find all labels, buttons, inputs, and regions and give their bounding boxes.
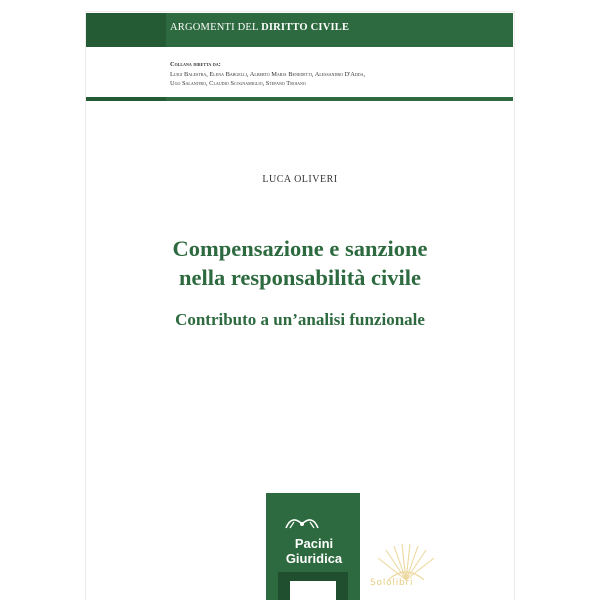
watermark-text: Sololibri <box>370 578 414 588</box>
book-title-line-2: nella responsabilità civile <box>178 265 422 290</box>
series-editors <box>170 60 500 89</box>
publisher-name-line-2: Giuridica <box>285 551 343 566</box>
editors-line-1: Luigi Balestra, Elena Bargelli, Alberto Maria Benedetti, Alessandro D'Adda, <box>170 70 366 78</box>
series-emphasis: DIRITTO CIVILE <box>261 22 350 33</box>
divider-rule-accent <box>86 97 166 101</box>
series-title <box>170 22 349 33</box>
publisher-crest-icon <box>284 516 320 532</box>
book-title <box>0 234 600 292</box>
editors-line-2: Ugo Salanitro, Claudio Scognamiglio, Stefano Troiano <box>170 80 306 88</box>
series-band-accent <box>86 13 166 47</box>
watermark-sun-icon <box>366 540 446 600</box>
publisher-name <box>268 536 360 566</box>
book-title-line-1: Compensazione e sanzione <box>172 236 428 261</box>
publisher-name-line-1: Pacini <box>294 536 334 551</box>
editors-label: Collana diretta da: <box>170 61 221 68</box>
publisher-foot-inner <box>290 581 336 600</box>
book-subtitle: Contributo a un’analisi funzionale <box>175 310 425 329</box>
author-name: LUCA OLIVERI <box>262 174 338 185</box>
series-prefix: ARGOMENTI DEL <box>170 22 262 33</box>
